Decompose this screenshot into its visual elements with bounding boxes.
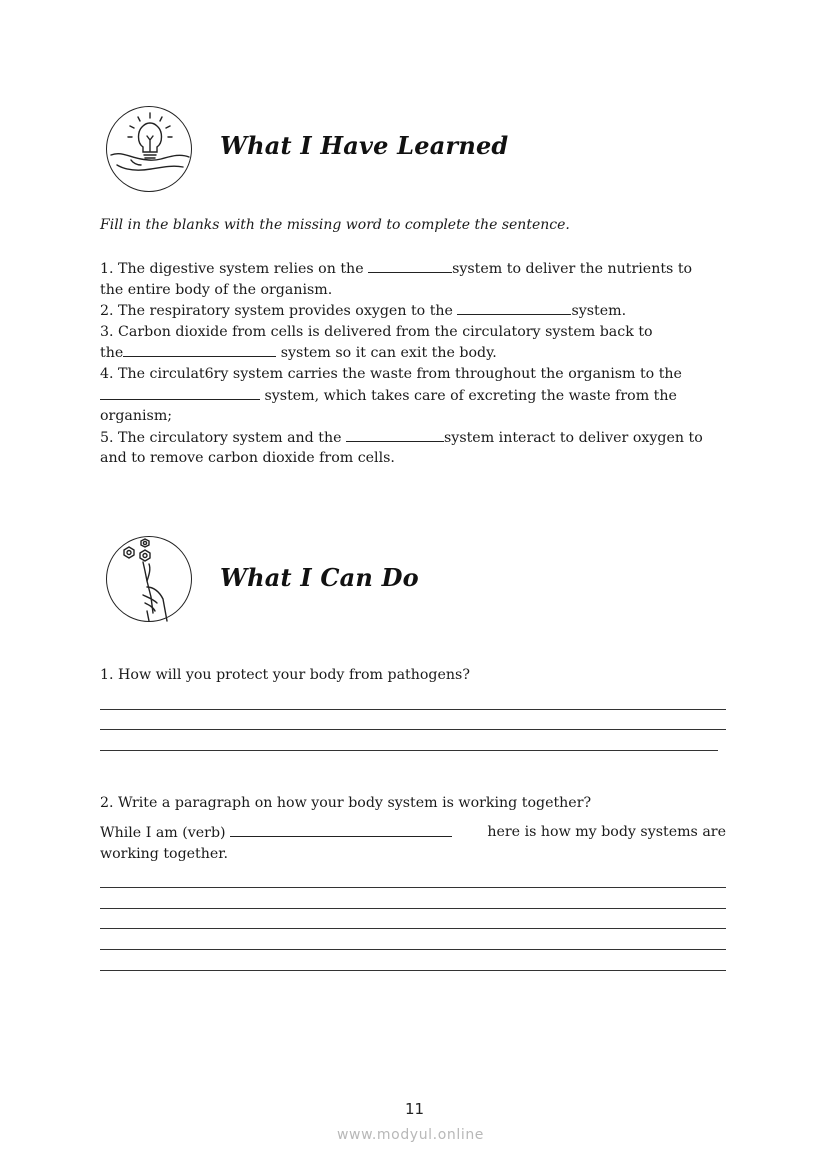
answer-blank-3[interactable]: [123, 342, 276, 357]
list-item: the entire body of the organism.: [100, 281, 333, 298]
verb-blank[interactable]: [230, 822, 452, 837]
paragraph-line[interactable]: [100, 970, 726, 971]
answer-blank-1[interactable]: [368, 258, 452, 273]
fill-in-list: [100, 258, 730, 469]
question-2: 2. Write a paragraph on how your body system is working together?: [100, 795, 592, 811]
watermark: www.modyul.online: [337, 1127, 485, 1143]
paragraph-line[interactable]: [100, 908, 726, 909]
section-title-cando: What I Can Do: [220, 563, 419, 592]
writing-prompt: While I am (verb) here is how my body systems are working together.: [100, 824, 726, 862]
answer-line[interactable]: [100, 709, 726, 710]
paragraph-line[interactable]: [100, 949, 726, 950]
list-item: organism;: [100, 408, 173, 425]
list-item: and to remove carbon dioxide from cells.: [100, 450, 395, 467]
list-item: system, which takes care of excreting the waste from the: [100, 385, 730, 407]
answer-line[interactable]: [100, 750, 718, 751]
list-item: 5. The circulatory system and the system interact to deliver oxygen to: [100, 427, 730, 449]
page-number: 11: [405, 1100, 425, 1118]
list-item: 2. The respiratory system provides oxygen to the system.: [100, 300, 730, 322]
question-1: 1. How will you protect your body from pathogens?: [100, 667, 470, 683]
instruction-text: Fill in the blanks with the missing word to complete the sentence.: [100, 217, 570, 233]
paragraph-line[interactable]: [100, 928, 726, 929]
answer-blank-4[interactable]: [100, 385, 260, 400]
section-title-learned: What I Have Learned: [220, 131, 509, 160]
list-item: 1. The digestive system relies on the system to deliver the nutrients to: [100, 258, 730, 280]
answer-blank-5[interactable]: [346, 427, 444, 442]
lightbulb-hand-icon: [106, 106, 192, 192]
gears-hand-icon: [106, 536, 192, 622]
list-item: 3. Carbon dioxide from cells is delivered from the circulatory system back to: [100, 323, 653, 340]
list-item: the system so it can exit the body.: [100, 342, 730, 364]
answer-blank-2[interactable]: [457, 300, 571, 315]
list-item: 4. The circulat6ry system carries the waste from throughout the organism to the: [100, 365, 682, 382]
answer-line[interactable]: [100, 729, 726, 730]
paragraph-line[interactable]: [100, 887, 726, 888]
